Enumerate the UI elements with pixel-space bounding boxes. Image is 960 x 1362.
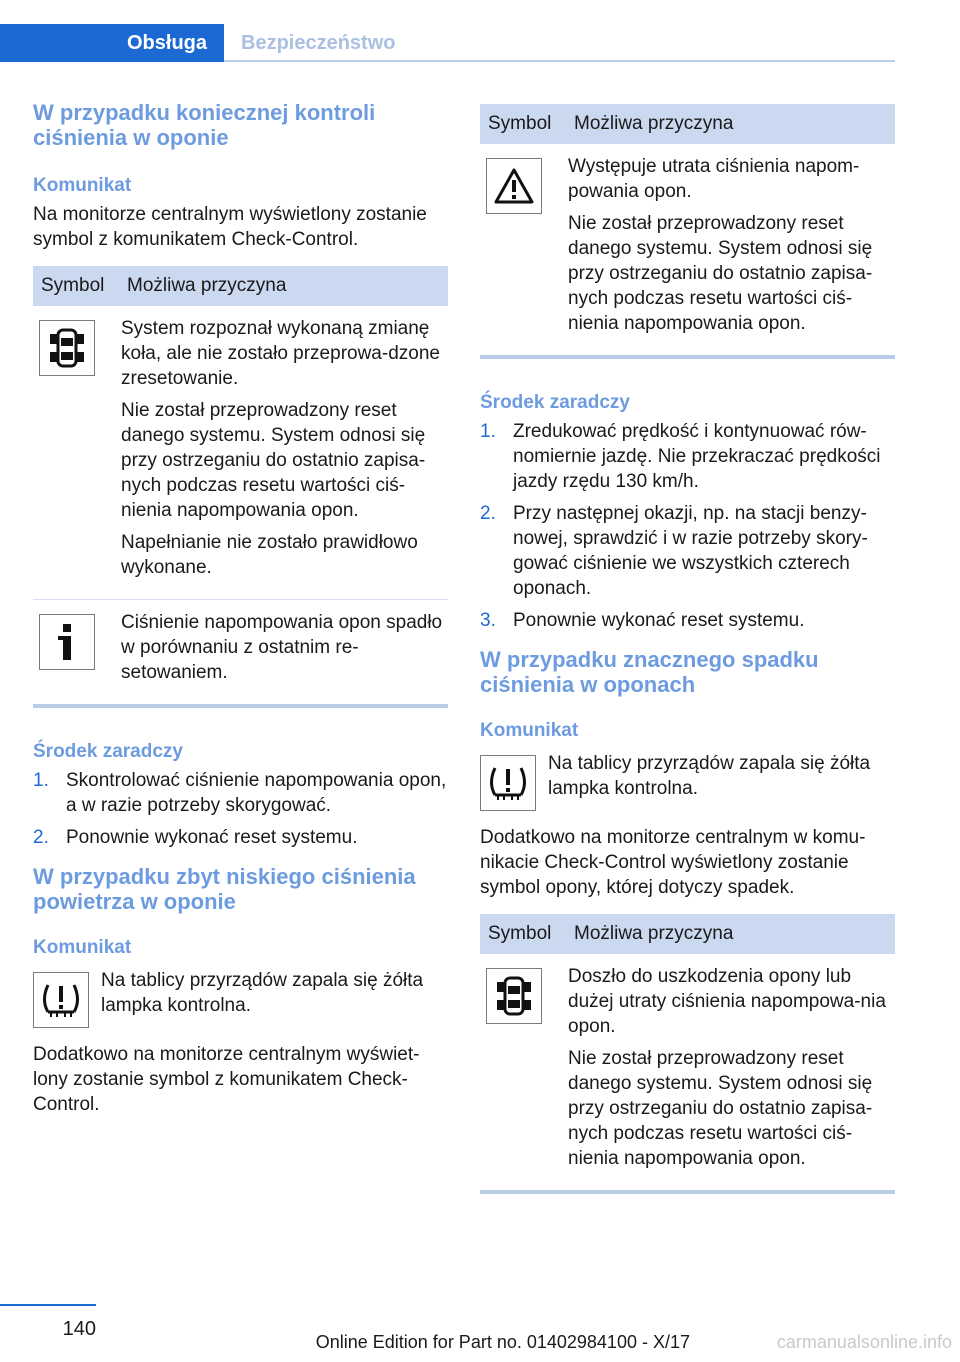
warning-message-text: Na tablicy przyrządów zapala się żółta lampka kontrolna. [548,753,871,799]
col-symbol-header: Symbol [480,914,566,954]
section-title-znaczny-spadek: W przypadku znacznego spadku ciśnienia w oponach [480,647,819,697]
symbol-table [480,104,895,359]
message-text: Na monitorze centralnym wyświetlony zostanie symbol z komunikatem Check-Control. [33,204,427,250]
left-column [33,100,448,1129]
cause-text: Ciśnienie napompowania opon spadło w porównaniu z ostatnim re-setowaniem. [121,612,443,683]
tab-bezpieczenstwo[interactable]: Bezpieczeństwo [241,32,396,54]
page-number: 140 [62,1318,96,1340]
remedy-list [33,768,448,850]
header-tab-bar [0,24,895,62]
tire-pressure-warning-icon [33,972,89,1028]
edition-note: Online Edition for Part no. 01402984100 - X/17 [315,1332,690,1352]
symbol-table [480,914,895,1194]
section-title-niskie-cisnienie: W przypadku zbyt niskiego ciśnienia powietrza w oponie [33,864,416,914]
subheading-srodek-zaradczy: Środek zaradczy [480,392,630,413]
table-header [33,266,448,306]
tire-pressure-warning-icon [480,755,536,811]
tab-obsluga[interactable]: Obsługa [0,24,224,62]
list-item: 1. Zredukować prędkość i kontynuować rów-nomiernie jazdę. Nie przekraczać prędkości jazdy rzędu 130 km/h. [480,421,881,492]
additional-info-text: Dodatkowo na monitorze centralnym wyświet-lony zostanie symbol z komunikatem Check-Control. [33,1044,420,1115]
table-row [33,600,448,707]
list-item: 2. Przy następnej okazji, np. na stacji benzy-nowej, sprawdzić i w razie potrzeby skory-gować ciśnienie we wszystkich czterech oponach. [480,503,868,599]
cause-text: Doszło do uszkodzenia opony lub dużej utraty ciśnienia napompowa-nia opon. [568,966,886,1037]
subheading-srodek-zaradczy: Środek zaradczy [33,741,183,762]
cause-text: Nie został przeprowadzony reset danego systemu. System odnosi się przy ostrzeganiu do ostatnio zapisa-nych podczas resetu wartości ciś-nienia napompowania opon. [568,1048,873,1169]
col-cause-header: Możliwa przyczyna [566,914,895,954]
cause-text: System rozpoznał wykonaną zmianę koła, ale nie zostało przeprowa-dzone zresetowanie. [121,318,440,389]
section-title-kontrola: W przypadku koniecznej kontroli ciśnienia w oponie [33,100,376,150]
warning-message-row [33,968,448,1028]
table-row [33,306,448,600]
cause-text: Występuje utrata ciśnienia napom-powania opon. [568,156,860,202]
table-row [480,954,895,1192]
col-symbol-header: Symbol [480,104,566,144]
table-header [480,914,895,954]
subheading-komunikat: Komunikat [33,175,132,196]
table-row [480,144,895,357]
additional-info-text: Dodatkowo na monitorze centralnym w komu-nikacie Check-Control wyświetlony zostanie symbol opony, której dotyczy spadek. [480,827,866,898]
car-tire-damage-icon [486,968,542,1024]
list-item: 2. Ponownie wykonać reset systemu. [33,827,358,848]
watermark: carmanualsonline.info [776,1332,952,1352]
warning-message-row [480,751,895,811]
right-column [480,104,895,1226]
table-header [480,104,895,144]
col-cause-header: Możliwa przyczyna [119,266,448,306]
list-item: 1. Skontrolować ciśnienie napompowania opon, a w razie potrzeby skorygować. [33,770,447,816]
subheading-komunikat: Komunikat [33,937,132,958]
warning-message-text: Na tablicy przyrządów zapala się żółta lampka kontrolna. [101,970,424,1016]
cause-text: Nie został przeprowadzony reset danego systemu. System odnosi się przy ostrzeganiu do ostatnio zapisa-nych podczas resetu wartości ciś-nienia napompowania opon. [121,400,426,521]
subheading-komunikat: Komunikat [480,720,579,741]
warning-triangle-icon [486,158,542,214]
col-cause-header: Możliwa przyczyna [566,104,895,144]
car-tire-reset-icon [39,320,95,376]
col-symbol-header: Symbol [33,266,119,306]
page-number-rule [0,1304,96,1306]
remedy-list [480,419,895,633]
symbol-table [33,266,448,708]
info-icon [39,614,95,670]
cause-text: Napełnianie nie zostało prawidłowo wykonane. [121,532,418,578]
list-item: 3. Ponownie wykonać reset systemu. [480,610,805,631]
cause-text: Nie został przeprowadzony reset danego systemu. System odnosi się przy ostrzeganiu do ostatnio zapisa-nych podczas resetu wartości ciś-nienia napompowania opon. [568,213,873,334]
